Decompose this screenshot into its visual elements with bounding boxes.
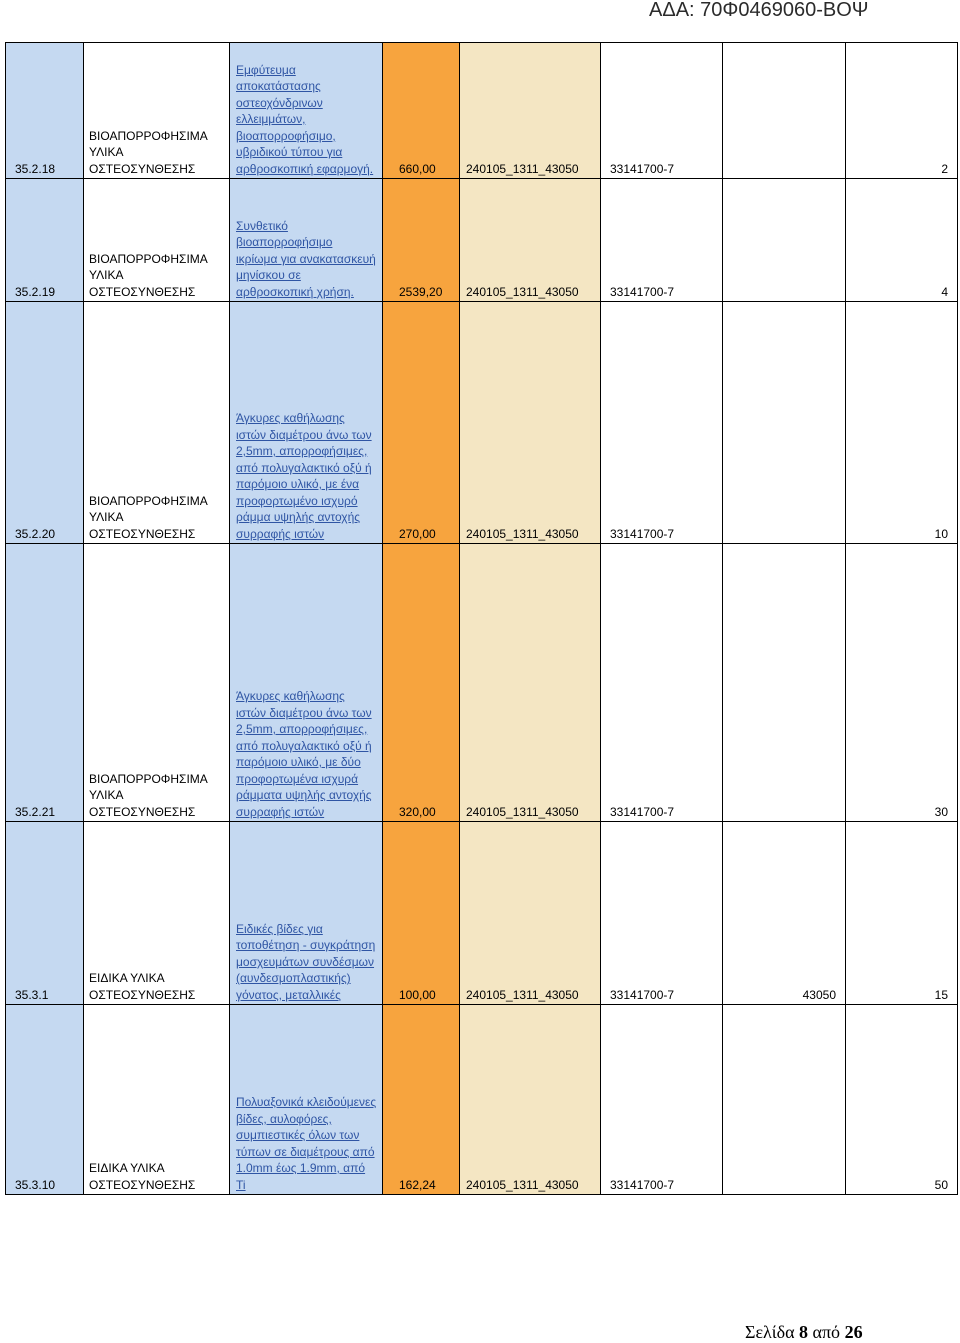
item-description: Εμφύτευμα αποκατάστασης οστεοχόνδρινων ελλειμμάτων, βιοαπορροφήσιμο, υβριδικού τύπου για αρθροσκοπική εφαρμογή. bbox=[236, 62, 374, 176]
item-extra-code bbox=[723, 302, 846, 544]
item-price: 162,24 bbox=[383, 1005, 460, 1195]
item-description-cell bbox=[230, 1005, 383, 1195]
page-total: 26 bbox=[844, 1322, 863, 1342]
item-description: Συνθετικό βιοαπορροφήσιμο ικρίωμα για ανακατασκευή μηνίσκου σε αρθροσκοπική χρήση. bbox=[236, 218, 376, 299]
item-cpv-code: 33141700-7 bbox=[601, 302, 723, 544]
item-category: ΕΙΔΙΚΑ ΥΛΙΚΑ ΟΣΤΕΟΣΥΝΘΕΣΗΣ bbox=[84, 1005, 230, 1195]
items-table bbox=[5, 42, 958, 1195]
item-price: 2539,20 bbox=[383, 179, 460, 302]
ada-header: ΑΔΑ: 70Φ0469060-ΒΟΨ bbox=[649, 0, 869, 21]
item-extra-code bbox=[723, 1005, 846, 1195]
item-code: 35.2.21 bbox=[6, 544, 84, 822]
item-budget-code: 240105_1311_43050 bbox=[460, 544, 601, 822]
item-price: 270,00 bbox=[383, 302, 460, 544]
item-cpv-code: 33141700-7 bbox=[601, 822, 723, 1005]
item-category: ΒΙΟΑΠΟΡΡΟΦΗΣΙΜΑ ΥΛΙΚΑ ΟΣΤΕΟΣΥΝΘΕΣΗΣ bbox=[84, 302, 230, 544]
page-footer bbox=[745, 1322, 863, 1342]
item-code: 35.3.10 bbox=[6, 1005, 84, 1195]
table-row bbox=[6, 822, 958, 1005]
of-word: από bbox=[812, 1322, 841, 1342]
item-cpv-code: 33141700-7 bbox=[601, 544, 723, 822]
item-category: ΕΙΔΙΚΑ ΥΛΙΚΑ ΟΣΤΕΟΣΥΝΘΕΣΗΣ bbox=[84, 822, 230, 1005]
item-budget-code: 240105_1311_43050 bbox=[460, 1005, 601, 1195]
item-quantity: 2 bbox=[846, 43, 958, 179]
item-description-cell bbox=[230, 822, 383, 1005]
item-code: 35.2.18 bbox=[6, 43, 84, 179]
item-extra-code bbox=[723, 179, 846, 302]
item-quantity: 50 bbox=[846, 1005, 958, 1195]
item-quantity: 15 bbox=[846, 822, 958, 1005]
item-description: Άγκυρες καθήλωσης ιστών διαμέτρου άνω των 2,5mm, απορροφήσιμες, από πολυγαλακτικό οξύ ή παρόμοιο υλικό, με ένα προφορτωμένο ισχυρό ράμμα υψηλής αντοχής συρραφής ιστών bbox=[236, 411, 372, 541]
item-description-cell bbox=[230, 43, 383, 179]
item-price: 660,00 bbox=[383, 43, 460, 179]
item-extra-code bbox=[723, 544, 846, 822]
item-price: 100,00 bbox=[383, 822, 460, 1005]
table-row bbox=[6, 1005, 958, 1195]
item-category: ΒΙΟΑΠΟΡΡΟΦΗΣΙΜΑ ΥΛΙΚΑ ΟΣΤΕΟΣΥΝΘΕΣΗΣ bbox=[84, 544, 230, 822]
item-budget-code: 240105_1311_43050 bbox=[460, 43, 601, 179]
table-row bbox=[6, 43, 958, 179]
item-extra-code bbox=[723, 43, 846, 179]
item-description: Ειδικές βίδες για τοποθέτηση - συγκράτηση μοσχευμάτων συνδέσμων (αυνδεσμοπλαστικής) γόνατος, μεταλλικές bbox=[236, 921, 376, 1002]
page-number: 8 bbox=[799, 1322, 809, 1342]
item-cpv-code: 33141700-7 bbox=[601, 179, 723, 302]
item-code: 35.3.1 bbox=[6, 822, 84, 1005]
item-price: 320,00 bbox=[383, 544, 460, 822]
item-cpv-code: 33141700-7 bbox=[601, 1005, 723, 1195]
item-quantity: 10 bbox=[846, 302, 958, 544]
table-row bbox=[6, 179, 958, 302]
item-code: 35.2.19 bbox=[6, 179, 84, 302]
table-row bbox=[6, 302, 958, 544]
item-budget-code: 240105_1311_43050 bbox=[460, 302, 601, 544]
item-description-cell bbox=[230, 302, 383, 544]
item-description: Πολυαξονικά κλειδούμενες βίδες, αυλοφόρες, συμπιεστικές όλων των τύπων σε διαμέτρους από 1.0mm έως 1.9mm, από Ti bbox=[236, 1095, 377, 1192]
item-description-cell bbox=[230, 179, 383, 302]
item-description-cell bbox=[230, 544, 383, 822]
item-cpv-code: 33141700-7 bbox=[601, 43, 723, 179]
item-category: ΒΙΟΑΠΟΡΡΟΦΗΣΙΜΑ ΥΛΙΚΑ ΟΣΤΕΟΣΥΝΘΕΣΗΣ bbox=[84, 43, 230, 179]
item-description: Άγκυρες καθήλωσης ιστών διαμέτρου άνω των 2,5mm, απορροφήσιμες, από πολυγαλακτικό οξύ ή παρόμοιο υλικό, με δύο προφορτωμένα ισχυρά ράμματα υψηλής αντοχής συρραφής ιστών bbox=[236, 689, 372, 819]
item-category: ΒΙΟΑΠΟΡΡΟΦΗΣΙΜΑ ΥΛΙΚΑ ΟΣΤΕΟΣΥΝΘΕΣΗΣ bbox=[84, 179, 230, 302]
item-code: 35.2.20 bbox=[6, 302, 84, 544]
table-row bbox=[6, 544, 958, 822]
page-word: Σελίδα bbox=[745, 1322, 795, 1342]
item-quantity: 30 bbox=[846, 544, 958, 822]
item-budget-code: 240105_1311_43050 bbox=[460, 179, 601, 302]
item-budget-code: 240105_1311_43050 bbox=[460, 822, 601, 1005]
item-extra-code: 43050 bbox=[723, 822, 846, 1005]
item-quantity: 4 bbox=[846, 179, 958, 302]
